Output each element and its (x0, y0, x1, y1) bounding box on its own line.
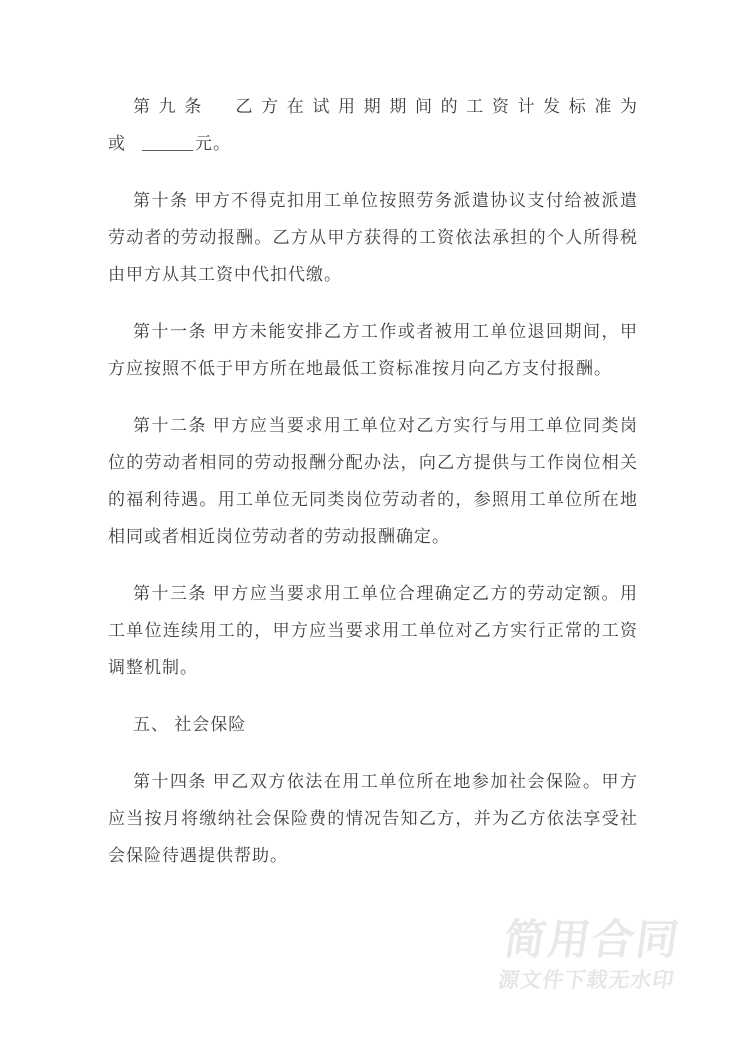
section-5-heading: 五、 社会保险 (133, 715, 247, 734)
clause-9-text-suffix: 元。 (195, 134, 231, 153)
watermark-brand-text: 简用合同 (500, 916, 684, 963)
clause-12-paragraph: 第十二条 甲方应当要求用工单位对乙方实行与用工单位同类岗位的劳动者相同的劳动报酬分配办法，向乙方提供与工作岗位相关的福利待遇。用工单位无同类岗位劳动者的，参照用工单位所在地相同或者相近岗位劳动者的劳动报酬确定。 (108, 416, 638, 546)
watermark-tagline-text: 源文件下载无水印 (496, 969, 677, 992)
clause-9-line-1: 第九条 乙方在试用期期间的工资计发标准为 (133, 97, 638, 116)
watermark (496, 916, 684, 992)
contract-body (108, 88, 638, 894)
amount-blank-field: ______ (142, 134, 193, 153)
clause-14-paragraph: 第十四条 甲乙双方依法在用工单位所在地参加社会保险。甲方应当按月将缴纳社会保险费的情况告知乙方，并为乙方依法享受社会保险待遇提供帮助。 (108, 772, 638, 865)
clause-9-line-2 (108, 125, 638, 162)
clause-9-text-prefix: 或 (108, 134, 126, 153)
clause-11-paragraph: 第十一条 甲方未能安排乙方工作或者被用工单位退回期间，甲方应按照不低于甲方所在地最低工资标准按月向乙方支付报酬。 (108, 322, 638, 378)
clause-10-paragraph: 第十条 甲方不得克扣用工单位按照劳务派遣协议支付给被派遣劳动者的劳动报酬。乙方从甲方获得的工资依法承担的个人所得税由甲方从其工资中代扣代缴。 (108, 191, 638, 284)
clause-13-paragraph: 第十三条 甲方应当要求用工单位合理确定乙方的劳动定额。用工单位连续用工的，甲方应当要求用工单位对乙方实行正常的工资调整机制。 (108, 584, 638, 677)
